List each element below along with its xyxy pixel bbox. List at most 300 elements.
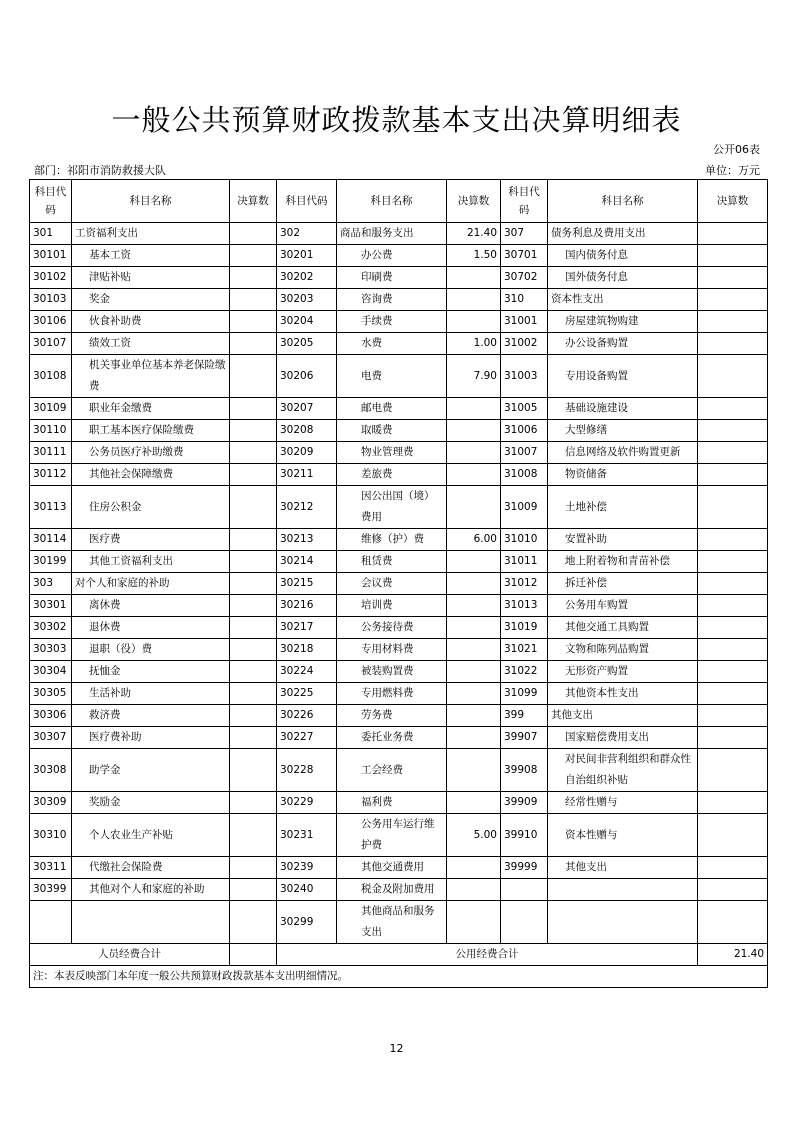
cell-code-2: 30212 — [277, 486, 337, 529]
cell-amount-3 — [698, 551, 768, 573]
cell-amount-3 — [698, 727, 768, 749]
cell-amount-1 — [230, 573, 277, 595]
cell-amount-3 — [698, 398, 768, 420]
header-amount-2: 决算数 — [447, 180, 501, 223]
cell-name-2: 印刷费 — [337, 267, 447, 289]
cell-code-3: 31003 — [501, 355, 548, 398]
header-name-2: 科目名称 — [337, 180, 447, 223]
cell-amount-2: 7.90 — [447, 355, 501, 398]
cell-name-3: 基础设施建设 — [548, 398, 698, 420]
personnel-total-label: 人员经费合计 — [30, 944, 230, 966]
cell-amount-2 — [447, 398, 501, 420]
cell-amount-3 — [698, 661, 768, 683]
cell-amount-3 — [698, 792, 768, 814]
cell-amount-1 — [230, 901, 277, 944]
cell-amount-1 — [230, 333, 277, 355]
cell-name-1: 医疗费 — [72, 529, 230, 551]
cell-amount-3 — [698, 595, 768, 617]
cell-amount-2: 5.00 — [447, 814, 501, 857]
cell-code-2: 30226 — [277, 705, 337, 727]
cell-code-1: 30309 — [30, 792, 72, 814]
cell-amount-2 — [447, 683, 501, 705]
table-row — [30, 529, 768, 551]
cell-name-1: 代缴社会保险费 — [72, 857, 230, 879]
cell-name-3: 资本性赠与 — [548, 814, 698, 857]
cell-name-3: 文物和陈列品购置 — [548, 639, 698, 661]
cell-code-2: 30205 — [277, 333, 337, 355]
cell-name-3: 大型修缮 — [548, 420, 698, 442]
cell-amount-3 — [698, 289, 768, 311]
cell-code-1: 30102 — [30, 267, 72, 289]
cell-code-2: 30214 — [277, 551, 337, 573]
cell-code-1: 30301 — [30, 595, 72, 617]
header-amount-3: 决算数 — [698, 180, 768, 223]
cell-amount-2 — [447, 464, 501, 486]
table-row — [30, 311, 768, 333]
cell-amount-2 — [447, 267, 501, 289]
cell-name-2: 工会经费 — [337, 749, 447, 792]
cell-code-1: 30103 — [30, 289, 72, 311]
cell-name-2: 公务用车运行维护费 — [337, 814, 447, 857]
cell-amount-1 — [230, 464, 277, 486]
cell-name-3: 无形资产购置 — [548, 661, 698, 683]
cell-amount-1 — [230, 398, 277, 420]
header-row — [30, 180, 768, 223]
cell-name-1: 救济费 — [72, 705, 230, 727]
cell-code-1: 30110 — [30, 420, 72, 442]
cell-amount-3 — [698, 333, 768, 355]
cell-code-2: 302 — [277, 223, 337, 245]
cell-code-1: 30304 — [30, 661, 72, 683]
cell-name-3 — [548, 901, 698, 944]
header-amount-1: 决算数 — [230, 180, 277, 223]
cell-code-3: 39999 — [501, 857, 548, 879]
cell-code-2: 30239 — [277, 857, 337, 879]
unit-label: 单位：万元 — [705, 164, 760, 177]
cell-code-1: 30108 — [30, 355, 72, 398]
cell-amount-3 — [698, 442, 768, 464]
table-row — [30, 486, 768, 529]
cell-name-1: 职业年金缴费 — [72, 398, 230, 420]
cell-code-3: 31001 — [501, 311, 548, 333]
cell-amount-3 — [698, 705, 768, 727]
cell-code-2: 30225 — [277, 683, 337, 705]
cell-amount-3 — [698, 749, 768, 792]
cell-code-3: 31007 — [501, 442, 548, 464]
cell-amount-3 — [698, 573, 768, 595]
table-row — [30, 727, 768, 749]
cell-amount-1 — [230, 311, 277, 333]
cell-code-2: 30299 — [277, 901, 337, 944]
cell-amount-2: 21.40 — [447, 223, 501, 245]
cell-code-1: 30310 — [30, 814, 72, 857]
cell-amount-2 — [447, 705, 501, 727]
cell-amount-2 — [447, 420, 501, 442]
cell-amount-1 — [230, 683, 277, 705]
cell-name-2: 水费 — [337, 333, 447, 355]
cell-amount-1 — [230, 727, 277, 749]
cell-name-2: 被装购置费 — [337, 661, 447, 683]
cell-code-2: 30231 — [277, 814, 337, 857]
cell-name-2: 维修（护）费 — [337, 529, 447, 551]
cell-code-2: 30211 — [277, 464, 337, 486]
cell-name-1: 个人农业生产补贴 — [72, 814, 230, 857]
cell-code-3: 31099 — [501, 683, 548, 705]
cell-code-2: 30209 — [277, 442, 337, 464]
cell-amount-3 — [698, 901, 768, 944]
cell-code-3: 31008 — [501, 464, 548, 486]
cell-amount-2 — [447, 879, 501, 901]
cell-amount-2 — [447, 442, 501, 464]
cell-name-2: 物业管理费 — [337, 442, 447, 464]
cell-name-1: 生活补助 — [72, 683, 230, 705]
cell-name-2: 差旅费 — [337, 464, 447, 486]
cell-code-3: 399 — [501, 705, 548, 727]
cell-code-2: 30224 — [277, 661, 337, 683]
cell-code-1: 30308 — [30, 749, 72, 792]
cell-name-3: 经常性赠与 — [548, 792, 698, 814]
cell-amount-1 — [230, 617, 277, 639]
cell-amount-2: 6.00 — [447, 529, 501, 551]
cell-code-2: 30203 — [277, 289, 337, 311]
public-total-label: 公用经费合计 — [277, 944, 698, 966]
table-row — [30, 398, 768, 420]
cell-code-2: 30201 — [277, 245, 337, 267]
cell-code-3: 31010 — [501, 529, 548, 551]
cell-amount-3 — [698, 879, 768, 901]
cell-code-2: 30217 — [277, 617, 337, 639]
header-code-3: 科目代码 — [501, 180, 548, 223]
cell-name-1: 医疗费补助 — [72, 727, 230, 749]
table-row — [30, 639, 768, 661]
cell-name-1: 助学金 — [72, 749, 230, 792]
cell-name-1: 离休费 — [72, 595, 230, 617]
cell-code-3: 39910 — [501, 814, 548, 857]
header-code-1: 科目代码 — [30, 180, 72, 223]
cell-amount-1 — [230, 442, 277, 464]
header-name-3: 科目名称 — [548, 180, 698, 223]
cell-name-2: 公务接待费 — [337, 617, 447, 639]
cell-amount-2 — [447, 661, 501, 683]
cell-name-3: 公务用车购置 — [548, 595, 698, 617]
cell-name-3: 其他支出 — [548, 705, 698, 727]
cell-name-1: 公务员医疗补助缴费 — [72, 442, 230, 464]
cell-name-1: 退休费 — [72, 617, 230, 639]
cell-name-3: 地上附着物和青苗补偿 — [548, 551, 698, 573]
cell-name-1: 职工基本医疗保险缴费 — [72, 420, 230, 442]
cell-name-3: 信息网络及软件购置更新 — [548, 442, 698, 464]
cell-code-1: 30306 — [30, 705, 72, 727]
cell-name-1: 工资福利支出 — [72, 223, 230, 245]
table-row — [30, 617, 768, 639]
cell-name-2: 专用材料费 — [337, 639, 447, 661]
cell-amount-1 — [230, 551, 277, 573]
cell-name-2: 其他商品和服务支出 — [337, 901, 447, 944]
cell-code-1: 30307 — [30, 727, 72, 749]
cell-code-1: 30303 — [30, 639, 72, 661]
table-row — [30, 901, 768, 944]
public-total-value: 21.40 — [698, 944, 768, 966]
table-row — [30, 420, 768, 442]
header-code-2: 科目代码 — [277, 180, 337, 223]
cell-amount-2 — [447, 573, 501, 595]
cell-code-3: 31019 — [501, 617, 548, 639]
table-tag: 公开06表 — [713, 143, 760, 156]
cell-name-1: 住房公积金 — [72, 486, 230, 529]
table-row — [30, 551, 768, 573]
cell-code-3: 307 — [501, 223, 548, 245]
cell-name-2: 办公费 — [337, 245, 447, 267]
cell-amount-2: 1.00 — [447, 333, 501, 355]
cell-amount-1 — [230, 792, 277, 814]
cell-name-3: 资本性支出 — [548, 289, 698, 311]
table-row — [30, 289, 768, 311]
cell-name-1: 基本工资 — [72, 245, 230, 267]
cell-code-1 — [30, 901, 72, 944]
table-row — [30, 857, 768, 879]
cell-name-2: 委托业务费 — [337, 727, 447, 749]
cell-amount-3 — [698, 529, 768, 551]
cell-name-1: 退职（役）费 — [72, 639, 230, 661]
cell-amount-1 — [230, 289, 277, 311]
cell-code-2: 30227 — [277, 727, 337, 749]
table-row — [30, 661, 768, 683]
cell-name-3: 对民间非营利组织和群众性自治组织补贴 — [548, 749, 698, 792]
cell-code-3: 30701 — [501, 245, 548, 267]
cell-code-3: 31005 — [501, 398, 548, 420]
cell-amount-2 — [447, 639, 501, 661]
cell-amount-2: 1.50 — [447, 245, 501, 267]
cell-code-3: 39907 — [501, 727, 548, 749]
cell-code-3: 310 — [501, 289, 548, 311]
cell-name-2: 咨询费 — [337, 289, 447, 311]
cell-name-2: 其他交通费用 — [337, 857, 447, 879]
cell-code-2: 30240 — [277, 879, 337, 901]
table-row — [30, 267, 768, 289]
table-note: 注：本表反映部门本年度一般公共预算财政拨款基本支出明细情况。 — [30, 966, 768, 988]
cell-amount-3 — [698, 355, 768, 398]
cell-code-2: 30206 — [277, 355, 337, 398]
cell-name-1: 伙食补助费 — [72, 311, 230, 333]
cell-code-1: 30111 — [30, 442, 72, 464]
cell-name-3: 土地补偿 — [548, 486, 698, 529]
cell-code-1: 30106 — [30, 311, 72, 333]
cell-code-1: 30399 — [30, 879, 72, 901]
totals-row — [30, 944, 768, 966]
cell-amount-3 — [698, 311, 768, 333]
cell-amount-1 — [230, 879, 277, 901]
cell-code-1: 30311 — [30, 857, 72, 879]
cell-code-3: 31022 — [501, 661, 548, 683]
table-row — [30, 573, 768, 595]
cell-code-3: 39908 — [501, 749, 548, 792]
cell-name-2: 福利费 — [337, 792, 447, 814]
cell-name-1: 奖金 — [72, 289, 230, 311]
cell-amount-3 — [698, 464, 768, 486]
cell-name-1: 机关事业单位基本养老保险缴费 — [72, 355, 230, 398]
table-row — [30, 442, 768, 464]
cell-name-3: 办公设备购置 — [548, 333, 698, 355]
table-row — [30, 683, 768, 705]
cell-name-3: 物资储备 — [548, 464, 698, 486]
cell-code-1: 30112 — [30, 464, 72, 486]
cell-name-3: 国外债务付息 — [548, 267, 698, 289]
cell-code-2: 30202 — [277, 267, 337, 289]
cell-code-3 — [501, 879, 548, 901]
cell-code-2: 30213 — [277, 529, 337, 551]
cell-amount-1 — [230, 223, 277, 245]
cell-amount-2 — [447, 486, 501, 529]
cell-amount-3 — [698, 683, 768, 705]
table-row — [30, 245, 768, 267]
cell-amount-1 — [230, 420, 277, 442]
cell-code-3: 31021 — [501, 639, 548, 661]
table-row — [30, 792, 768, 814]
cell-amount-2 — [447, 595, 501, 617]
cell-amount-3 — [698, 267, 768, 289]
cell-amount-1 — [230, 267, 277, 289]
personnel-total-value — [230, 944, 277, 966]
cell-name-3: 专用设备购置 — [548, 355, 698, 398]
table-row — [30, 464, 768, 486]
cell-name-1: 绩效工资 — [72, 333, 230, 355]
cell-code-1: 301 — [30, 223, 72, 245]
cell-amount-1 — [230, 661, 277, 683]
cell-name-3: 其他资本性支出 — [548, 683, 698, 705]
cell-amount-1 — [230, 529, 277, 551]
expenditure-table — [29, 179, 768, 988]
department-label: 部门：祁阳市消防救援大队 — [34, 164, 166, 177]
cell-amount-3 — [698, 420, 768, 442]
cell-code-1: 30101 — [30, 245, 72, 267]
table-row — [30, 705, 768, 727]
table-row — [30, 814, 768, 857]
cell-amount-3 — [698, 857, 768, 879]
cell-name-3: 安置补助 — [548, 529, 698, 551]
cell-amount-2 — [447, 727, 501, 749]
cell-code-1: 30305 — [30, 683, 72, 705]
cell-name-2: 租赁费 — [337, 551, 447, 573]
cell-amount-2 — [447, 617, 501, 639]
cell-name-2: 取暖费 — [337, 420, 447, 442]
cell-name-2: 邮电费 — [337, 398, 447, 420]
cell-name-1: 抚恤金 — [72, 661, 230, 683]
page-title: 一般公共预算财政拨款基本支出决算明细表 — [111, 103, 682, 137]
cell-name-2: 手续费 — [337, 311, 447, 333]
cell-name-1: 对个人和家庭的补助 — [72, 573, 230, 595]
cell-name-2: 电费 — [337, 355, 447, 398]
cell-name-3 — [548, 879, 698, 901]
cell-name-3: 国内债务付息 — [548, 245, 698, 267]
cell-amount-2 — [447, 857, 501, 879]
cell-code-3: 31013 — [501, 595, 548, 617]
cell-amount-1 — [230, 857, 277, 879]
cell-code-2: 30229 — [277, 792, 337, 814]
cell-code-3: 31006 — [501, 420, 548, 442]
cell-code-1: 30114 — [30, 529, 72, 551]
cell-amount-1 — [230, 486, 277, 529]
cell-name-3: 其他交通工具购置 — [548, 617, 698, 639]
cell-name-1: 津贴补贴 — [72, 267, 230, 289]
cell-name-3: 拆迁补偿 — [548, 573, 698, 595]
cell-amount-3 — [698, 223, 768, 245]
note-row — [30, 966, 768, 988]
cell-name-2: 商品和服务支出 — [337, 223, 447, 245]
cell-code-1: 303 — [30, 573, 72, 595]
cell-name-3: 国家赔偿费用支出 — [548, 727, 698, 749]
cell-amount-1 — [230, 749, 277, 792]
cell-name-3: 其他支出 — [548, 857, 698, 879]
cell-name-3: 房屋建筑物购建 — [548, 311, 698, 333]
cell-name-2: 培训费 — [337, 595, 447, 617]
cell-amount-3 — [698, 639, 768, 661]
cell-code-1: 30199 — [30, 551, 72, 573]
cell-name-1: 奖励金 — [72, 792, 230, 814]
cell-code-2: 30204 — [277, 311, 337, 333]
table-row — [30, 223, 768, 245]
cell-amount-2 — [447, 289, 501, 311]
cell-code-2: 30228 — [277, 749, 337, 792]
cell-code-2: 30218 — [277, 639, 337, 661]
cell-code-2: 30208 — [277, 420, 337, 442]
cell-amount-1 — [230, 814, 277, 857]
cell-amount-3 — [698, 617, 768, 639]
cell-amount-3 — [698, 245, 768, 267]
cell-amount-1 — [230, 705, 277, 727]
cell-amount-1 — [230, 245, 277, 267]
cell-amount-3 — [698, 814, 768, 857]
cell-code-3 — [501, 901, 548, 944]
table-row — [30, 879, 768, 901]
table-row — [30, 355, 768, 398]
cell-amount-2 — [447, 749, 501, 792]
cell-name-2: 税金及附加费用 — [337, 879, 447, 901]
table-row — [30, 749, 768, 792]
cell-code-3: 30702 — [501, 267, 548, 289]
cell-amount-1 — [230, 355, 277, 398]
cell-code-3: 31009 — [501, 486, 548, 529]
table-row — [30, 595, 768, 617]
cell-code-1: 30107 — [30, 333, 72, 355]
page-number: 12 — [389, 1042, 404, 1055]
cell-amount-1 — [230, 639, 277, 661]
table-row — [30, 333, 768, 355]
cell-name-1: 其他社会保障缴费 — [72, 464, 230, 486]
cell-code-3: 31002 — [501, 333, 548, 355]
cell-amount-2 — [447, 551, 501, 573]
cell-code-2: 30207 — [277, 398, 337, 420]
cell-amount-3 — [698, 486, 768, 529]
header-name-1: 科目名称 — [72, 180, 230, 223]
cell-name-2: 专用燃料费 — [337, 683, 447, 705]
cell-name-1: 其他对个人和家庭的补助 — [72, 879, 230, 901]
cell-amount-2 — [447, 792, 501, 814]
cell-name-2: 会议费 — [337, 573, 447, 595]
cell-name-1: 其他工资福利支出 — [72, 551, 230, 573]
cell-code-1: 30113 — [30, 486, 72, 529]
cell-code-2: 30216 — [277, 595, 337, 617]
cell-name-3: 债务利息及费用支出 — [548, 223, 698, 245]
cell-code-3: 31011 — [501, 551, 548, 573]
cell-code-1: 30302 — [30, 617, 72, 639]
cell-code-3: 39909 — [501, 792, 548, 814]
cell-name-2: 因公出国（境）费用 — [337, 486, 447, 529]
cell-amount-1 — [230, 595, 277, 617]
cell-name-1 — [72, 901, 230, 944]
cell-code-3: 31012 — [501, 573, 548, 595]
cell-code-1: 30109 — [30, 398, 72, 420]
cell-name-2: 劳务费 — [337, 705, 447, 727]
